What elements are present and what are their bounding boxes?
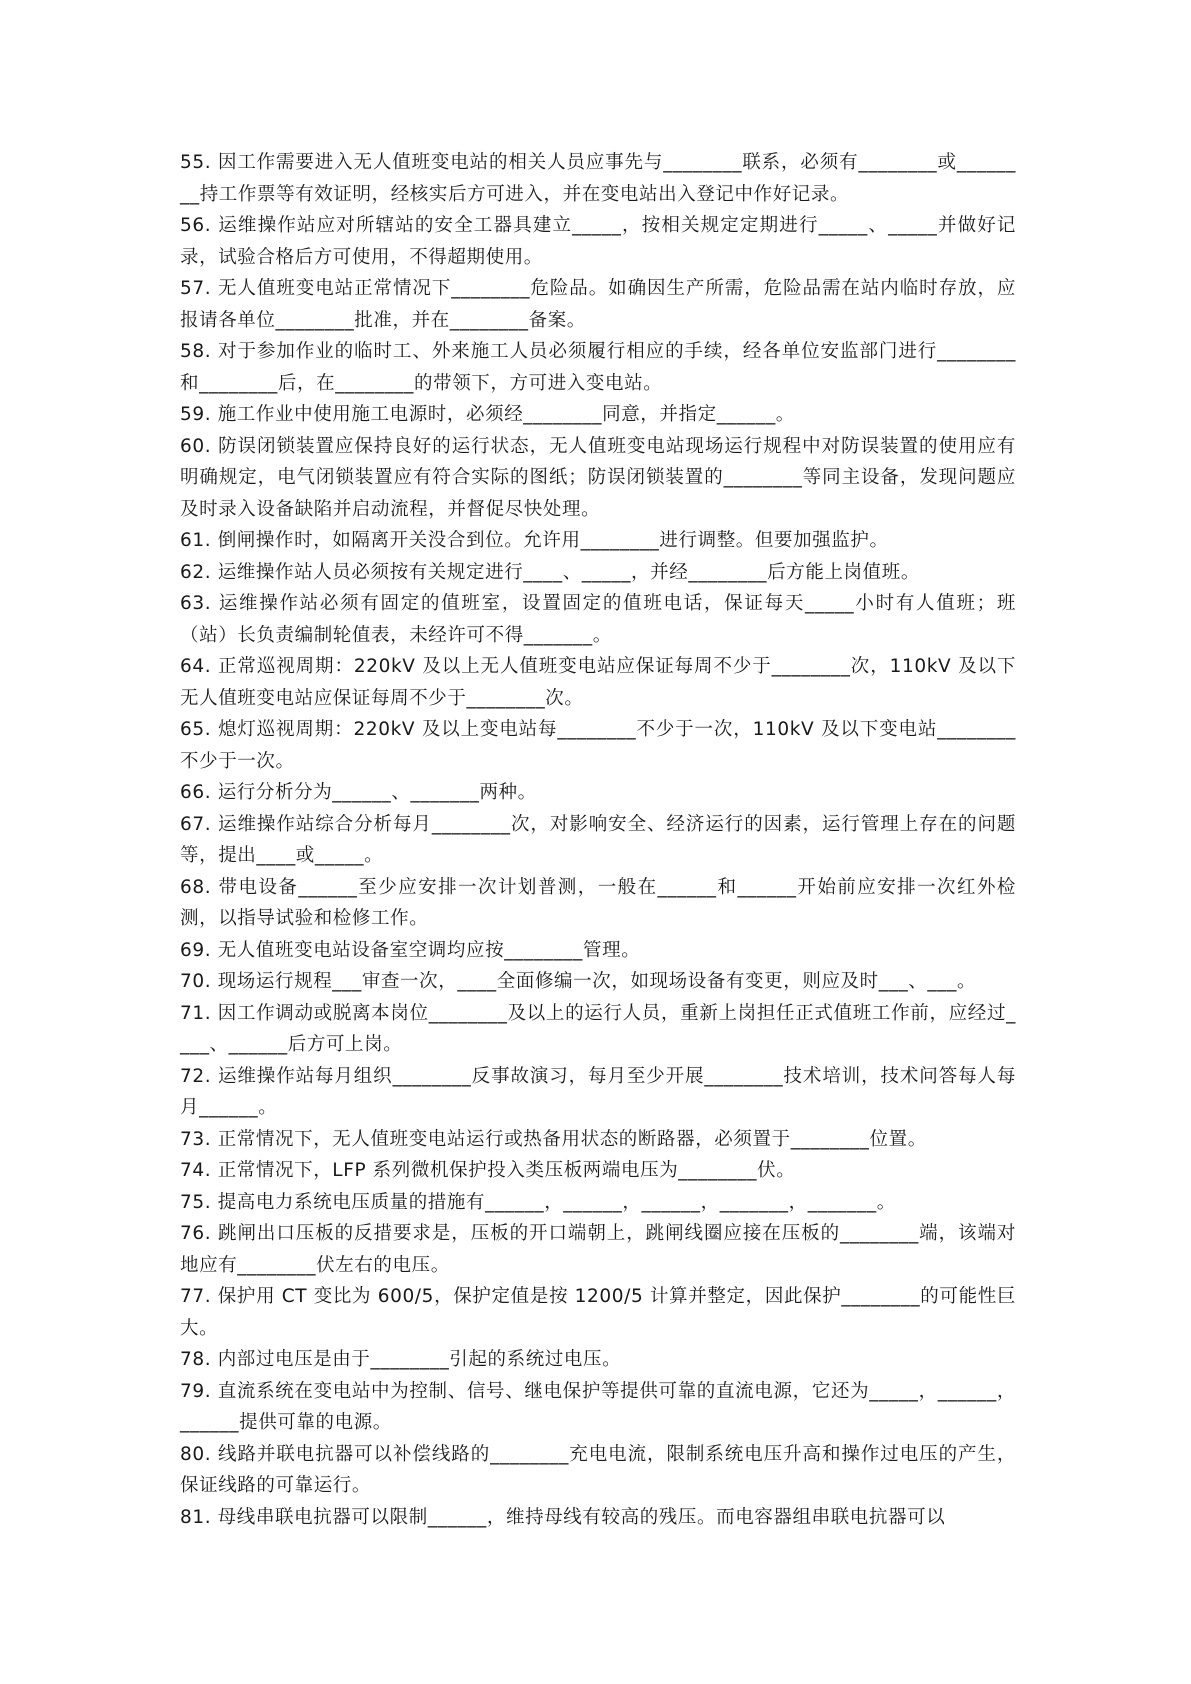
question-79: 79. 直流系统在变电站中为控制、信号、继电保护等提供可靠的直流电源，它还为_____，______，______提供可靠的电源。 — [180, 1380, 1016, 1433]
question-73: 73. 正常情况下，无人值班变电站运行或热备用状态的断路器，必须置于________位置。 — [180, 1128, 927, 1150]
question-64: 64. 正常巡视周期：220kV 及以上无人值班变电站应保证每周不少于________次，110kV 及以下无人值班变电站应保证每周不少于________次。 — [180, 656, 1016, 709]
question-58: 58. 对于参加作业的临时工、外来施工人员必须履行相应的手续，经各单位安监部门进行________和________后，在________的带领下，方可进入变电站。 — [180, 341, 1016, 394]
question-75: 75. 提高电力系统电压质量的措施有______，______，______，_______，_______。 — [180, 1191, 896, 1213]
question-71: 71. 因工作调动或脱离本岗位________及以上的运行人员，重新上岗担任正式值班工作前，应经过____、______后方可上岗。 — [180, 1002, 1016, 1055]
question-59: 59. 施工作业中使用施工电源时，必须经________同意，并指定______。 — [180, 404, 795, 425]
document-page — [180, 147, 1016, 1533]
question-72: 72. 运维操作站每月组织________反事故演习，每月至少开展________技术培训，技术问答每人每月______。 — [180, 1065, 1016, 1118]
question-63: 63. 运维操作站必须有固定的值班室，设置固定的值班电话，保证每天_____小时有人值班；班（站）长负责编制轮值表，未经许可不得_______。 — [180, 593, 1016, 646]
question-74: 74. 正常情况下，LFP 系列微机保护投入类压板两端电压为________伏。 — [180, 1160, 796, 1181]
question-81: 81. 母线串联电抗器可以限制______，维持母线有较高的残压。而电容器组串联电抗器可以 — [180, 1506, 946, 1528]
question-57: 57. 无人值班变电站正常情况下________危险品。如确因生产所需，危险品需在站内临时存放，应报请各单位________批准，并在________备案。 — [180, 278, 1016, 331]
question-67: 67. 运维操作站综合分析每月________次，对影响安全、经济运行的因素，运行管理上存在的问题等，提出____或_____。 — [180, 813, 1016, 866]
question-56: 56. 运维操作站应对所辖站的安全工器具建立_____，按相关规定定期进行_____、_____并做好记录，试验合格后方可使用，不得超期使用。 — [180, 215, 1016, 268]
question-78: 78. 内部过电压是由于________引起的系统过电压。 — [180, 1349, 622, 1370]
question-65: 65. 熄灯巡视周期：220kV 及以上变电站每________不少于一次，110kV 及以下变电站________不少于一次。 — [180, 719, 1016, 772]
question-55: 55. 因工作需要进入无人值班变电站的相关人员应事先与________联系，必须有________或________持工作票等有效证明，经核实后方可进入，并在变电站出入登记中作好记录。 — [180, 152, 1016, 205]
question-70: 70. 现场运行规程___审查一次，____全面修编一次，如现场设备有变更，则应及时___、___。 — [180, 971, 977, 992]
question-80: 80. 线路并联电抗器可以补偿线路的________充电电流，限制系统电压升高和操作过电压的产生，保证线路的可靠运行。 — [180, 1443, 1016, 1496]
question-68: 68. 带电设备______至少应安排一次计划普测，一般在______和______开始前应安排一次红外检测，以指导试验和检修工作。 — [180, 876, 1016, 929]
question-62: 62. 运维操作站人员必须按有关规定进行____、_____，并经________后方能上岗值班。 — [180, 561, 920, 583]
question-60: 60. 防误闭锁装置应保持良好的运行状态，无人值班变电站现场运行规程中对防误装置的使用应有明确规定，电气闭锁装置应有符合实际的图纸；防误闭锁装置的________等同主设备，发现问题应及时录入设备缺陷并启动流程，并督促尽快处理。 — [180, 435, 1016, 520]
question-77: 77. 保护用 CT 变比为 600/5，保护定值是按 1200/5 计算并整定，因此保护________的可能性巨大。 — [180, 1286, 1016, 1339]
question-76: 76. 跳闸出口压板的反措要求是，压板的开口端朝上，跳闸线圈应接在压板的________端，该端对地应有________伏左右的电压。 — [180, 1223, 1016, 1276]
question-66: 66. 运行分析分为______、_______两种。 — [180, 782, 537, 803]
question-61: 61. 倒闸操作时，如隔离开关没合到位。允许用________进行调整。但要加强监护。 — [180, 530, 889, 551]
question-69: 69. 无人值班变电站设备室空调均应按________管理。 — [180, 939, 641, 961]
